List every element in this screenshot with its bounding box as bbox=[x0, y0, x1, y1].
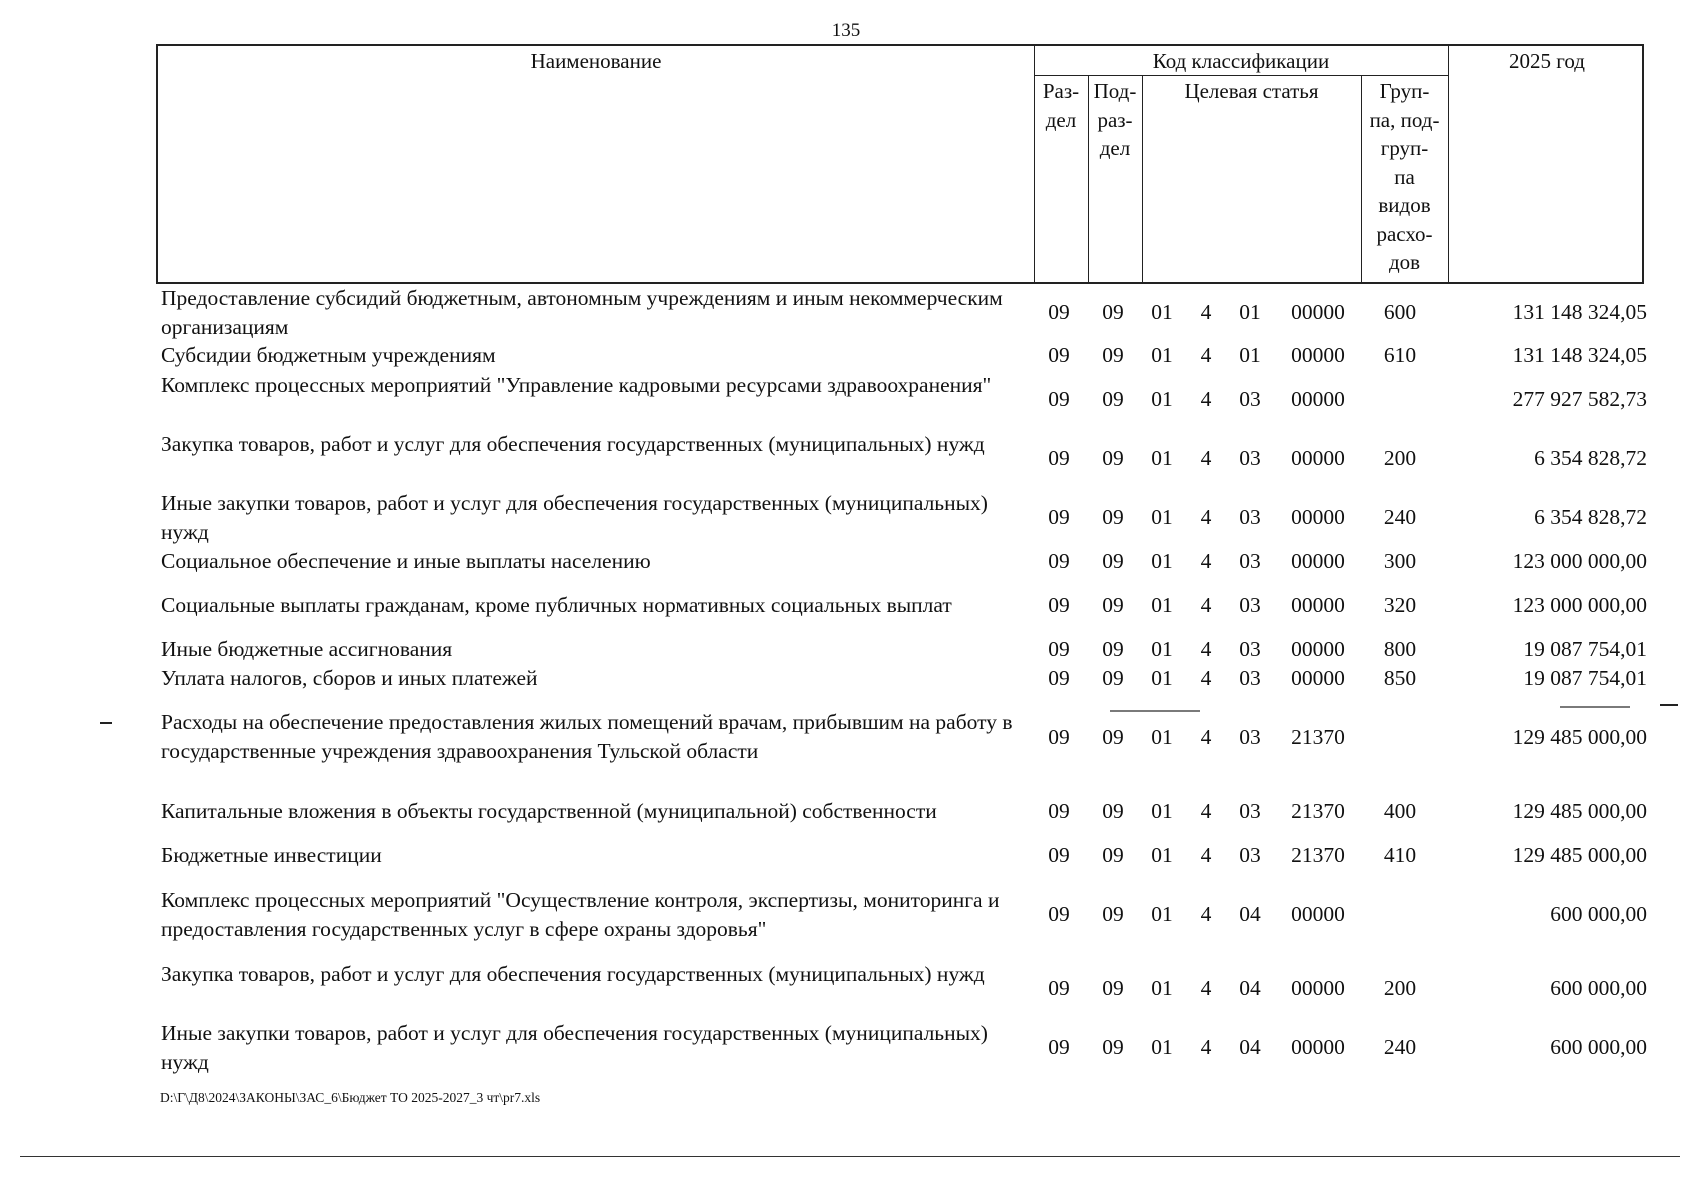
row-podrazdel: 09 bbox=[1102, 637, 1124, 661]
row-target-complex: 04 bbox=[1239, 1035, 1261, 1059]
row-target-type: 4 bbox=[1200, 505, 1212, 529]
row-podrazdel: 09 bbox=[1102, 300, 1124, 324]
row-razdel: 09 bbox=[1048, 505, 1070, 529]
row-target-program: 01 bbox=[1151, 637, 1173, 661]
header-name: Наименование bbox=[530, 49, 662, 73]
row-target-complex: 04 bbox=[1239, 976, 1261, 1000]
row-razdel: 09 bbox=[1048, 637, 1070, 661]
table-row bbox=[0, 1019, 1692, 1077]
row-target-type: 4 bbox=[1200, 902, 1212, 926]
row-target-program: 01 bbox=[1151, 505, 1173, 529]
header-razdel: Раз- дел bbox=[1042, 79, 1080, 132]
bottom-rule bbox=[20, 1156, 1680, 1157]
row-podrazdel: 09 bbox=[1102, 976, 1124, 1000]
table-row bbox=[0, 371, 1692, 429]
row-name: Иные бюджетные ассигнования bbox=[161, 637, 453, 661]
row-amount: 19 087 754,01 bbox=[1523, 666, 1647, 690]
row-target-type: 4 bbox=[1200, 976, 1212, 1000]
row-razdel: 09 bbox=[1048, 300, 1070, 324]
table-row bbox=[0, 341, 1692, 371]
table-row bbox=[0, 547, 1692, 577]
row-target-complex: 01 bbox=[1239, 343, 1261, 367]
row-amount: 129 485 000,00 bbox=[1512, 725, 1647, 749]
row-amount: 6 354 828,72 bbox=[1534, 505, 1647, 529]
row-expense-group: 200 bbox=[1383, 976, 1417, 1000]
row-target-program: 01 bbox=[1151, 343, 1173, 367]
row-target-type: 4 bbox=[1200, 637, 1212, 661]
table-row bbox=[0, 591, 1692, 621]
row-razdel: 09 bbox=[1048, 343, 1070, 367]
row-name: Капитальные вложения в объекты государственной (муниципальной) собственности bbox=[161, 799, 937, 823]
row-podrazdel: 09 bbox=[1102, 343, 1124, 367]
row-amount: 131 148 324,05 bbox=[1512, 343, 1647, 367]
row-name: Социальные выплаты гражданам, кроме публичных нормативных социальных выплат bbox=[161, 593, 952, 617]
row-target-type: 4 bbox=[1200, 725, 1212, 749]
row-podrazdel: 09 bbox=[1102, 549, 1124, 573]
row-target-complex: 03 bbox=[1239, 387, 1261, 411]
row-target-type: 4 bbox=[1200, 1035, 1212, 1059]
row-target-direction: 00000 bbox=[1291, 593, 1345, 617]
row-target-direction: 21370 bbox=[1291, 725, 1345, 749]
row-target-direction: 00000 bbox=[1291, 1035, 1345, 1059]
row-target-direction: 00000 bbox=[1291, 666, 1345, 690]
row-name: Бюджетные инвестиции bbox=[161, 843, 382, 867]
row-target-complex: 03 bbox=[1239, 666, 1261, 690]
row-target-type: 4 bbox=[1200, 666, 1212, 690]
header-target-article: Целевая статья bbox=[1184, 79, 1319, 103]
row-target-direction: 21370 bbox=[1291, 799, 1345, 823]
row-target-type: 4 bbox=[1200, 593, 1212, 617]
row-name: Субсидии бюджетным учреждениям bbox=[161, 343, 496, 367]
table-row bbox=[0, 635, 1692, 665]
row-target-direction: 00000 bbox=[1291, 902, 1345, 926]
file-path-footer: D:\Г\Д8\2024\ЗАКОНЫ\ЗАС_6\Бюджет ТО 2025-2027_3 чт\pr7.xls bbox=[160, 1090, 541, 1105]
row-podrazdel: 09 bbox=[1102, 843, 1124, 867]
table-header bbox=[156, 44, 1644, 284]
header-expense-group: Груп- па, под- груп- па видов расхо- дов bbox=[1369, 79, 1440, 274]
row-target-type: 4 bbox=[1200, 343, 1212, 367]
row-expense-group: 300 bbox=[1383, 549, 1417, 573]
row-target-complex: 03 bbox=[1239, 799, 1261, 823]
header-year: 2025 год bbox=[1509, 49, 1585, 73]
row-podrazdel: 09 bbox=[1102, 902, 1124, 926]
row-expense-group: 800 bbox=[1383, 637, 1417, 661]
row-target-complex: 03 bbox=[1239, 725, 1261, 749]
row-podrazdel: 09 bbox=[1102, 505, 1124, 529]
row-name: Комплекс процессных мероприятий "Управление кадровыми ресурсами здравоохранения" bbox=[161, 373, 992, 397]
row-amount: 123 000 000,00 bbox=[1512, 593, 1647, 617]
row-name: Комплекс процессных мероприятий "Осуществление контроля, экспертизы, мониторинга и предоставления государственных услуг в сфере охраны здоровья" bbox=[161, 888, 1000, 941]
row-name: Расходы на обеспечение предоставления жилых помещений врачам, прибывшим на работу в государственные учреждения здравоохранения Тульской области bbox=[161, 710, 1013, 763]
row-razdel: 09 bbox=[1048, 446, 1070, 470]
row-target-direction: 00000 bbox=[1291, 637, 1345, 661]
row-target-program: 01 bbox=[1151, 725, 1173, 749]
row-name: Социальное обеспечение и иные выплаты населению bbox=[161, 549, 651, 573]
row-expense-group: 610 bbox=[1383, 343, 1417, 367]
row-target-direction: 00000 bbox=[1291, 387, 1345, 411]
row-expense-group: 200 bbox=[1383, 446, 1417, 470]
row-target-type: 4 bbox=[1200, 446, 1212, 470]
table-row bbox=[0, 960, 1692, 1018]
row-razdel: 09 bbox=[1048, 799, 1070, 823]
row-target-program: 01 bbox=[1151, 446, 1173, 470]
row-name: Закупка товаров, работ и услуг для обеспечения государственных (муниципальных) нужд bbox=[161, 432, 985, 456]
row-target-complex: 03 bbox=[1239, 446, 1261, 470]
row-target-program: 01 bbox=[1151, 666, 1173, 690]
table-row bbox=[0, 886, 1692, 944]
row-amount: 600 000,00 bbox=[1550, 1035, 1647, 1059]
row-amount: 19 087 754,01 bbox=[1523, 637, 1647, 661]
row-target-program: 01 bbox=[1151, 799, 1173, 823]
row-target-program: 01 bbox=[1151, 902, 1173, 926]
row-target-complex: 01 bbox=[1239, 300, 1261, 324]
row-target-complex: 03 bbox=[1239, 593, 1261, 617]
row-razdel: 09 bbox=[1048, 902, 1070, 926]
row-target-direction: 00000 bbox=[1291, 976, 1345, 1000]
table-row bbox=[0, 489, 1692, 547]
page-number: 135 bbox=[831, 20, 861, 41]
row-target-complex: 03 bbox=[1239, 843, 1261, 867]
row-razdel: 09 bbox=[1048, 666, 1070, 690]
row-expense-group: 850 bbox=[1383, 666, 1417, 690]
row-target-direction: 00000 bbox=[1291, 300, 1345, 324]
row-target-program: 01 bbox=[1151, 976, 1173, 1000]
row-expense-group: 240 bbox=[1383, 505, 1417, 529]
row-name: Закупка товаров, работ и услуг для обеспечения государственных (муниципальных) нужд bbox=[161, 962, 985, 986]
row-target-complex: 03 bbox=[1239, 637, 1261, 661]
row-target-program: 01 bbox=[1151, 1035, 1173, 1059]
row-target-direction: 00000 bbox=[1291, 505, 1345, 529]
table-row bbox=[0, 664, 1692, 694]
row-amount: 277 927 582,73 bbox=[1512, 387, 1647, 411]
row-amount: 6 354 828,72 bbox=[1534, 446, 1647, 470]
row-expense-group: 600 bbox=[1383, 300, 1417, 324]
row-target-type: 4 bbox=[1200, 387, 1212, 411]
row-target-program: 01 bbox=[1151, 549, 1173, 573]
row-razdel: 09 bbox=[1048, 843, 1070, 867]
row-target-direction: 21370 bbox=[1291, 843, 1345, 867]
row-target-type: 4 bbox=[1200, 843, 1212, 867]
row-name: Иные закупки товаров, работ и услуг для обеспечения государственных (муниципальных) нужд bbox=[161, 1021, 988, 1074]
header-classification-code: Код классификации bbox=[1152, 49, 1330, 73]
row-target-direction: 00000 bbox=[1291, 343, 1345, 367]
row-amount: 600 000,00 bbox=[1550, 976, 1647, 1000]
row-podrazdel: 09 bbox=[1102, 593, 1124, 617]
row-podrazdel: 09 bbox=[1102, 446, 1124, 470]
row-target-type: 4 bbox=[1200, 799, 1212, 823]
row-expense-group: 400 bbox=[1383, 799, 1417, 823]
row-target-direction: 00000 bbox=[1291, 446, 1345, 470]
row-name: Уплата налогов, сборов и иных платежей bbox=[161, 666, 538, 690]
row-target-program: 01 bbox=[1151, 593, 1173, 617]
row-amount: 123 000 000,00 bbox=[1512, 549, 1647, 573]
row-amount: 131 148 324,05 bbox=[1512, 300, 1647, 324]
row-amount: 129 485 000,00 bbox=[1512, 843, 1647, 867]
row-target-type: 4 bbox=[1200, 300, 1212, 324]
table-row bbox=[0, 284, 1692, 341]
row-podrazdel: 09 bbox=[1102, 799, 1124, 823]
table-row bbox=[0, 797, 1692, 827]
row-target-complex: 04 bbox=[1239, 902, 1261, 926]
scan-mark bbox=[1110, 710, 1200, 712]
row-razdel: 09 bbox=[1048, 593, 1070, 617]
row-podrazdel: 09 bbox=[1102, 725, 1124, 749]
row-target-program: 01 bbox=[1151, 843, 1173, 867]
row-razdel: 09 bbox=[1048, 976, 1070, 1000]
row-amount: 600 000,00 bbox=[1550, 902, 1647, 926]
row-expense-group: 410 bbox=[1383, 843, 1417, 867]
scan-mark bbox=[1660, 704, 1678, 706]
table-row bbox=[0, 841, 1692, 871]
header-podrazdel: Под- раз- дел bbox=[1093, 79, 1137, 160]
scan-mark bbox=[100, 722, 112, 724]
row-target-type: 4 bbox=[1200, 549, 1212, 573]
row-razdel: 09 bbox=[1048, 387, 1070, 411]
row-name: Предоставление субсидий бюджетным, автономным учреждениям и иным некоммерческим организациям bbox=[161, 286, 1003, 339]
row-podrazdel: 09 bbox=[1102, 666, 1124, 690]
row-target-complex: 03 bbox=[1239, 505, 1261, 529]
row-target-complex: 03 bbox=[1239, 549, 1261, 573]
row-razdel: 09 bbox=[1048, 549, 1070, 573]
row-expense-group: 320 bbox=[1383, 593, 1417, 617]
row-name: Иные закупки товаров, работ и услуг для обеспечения государственных (муниципальных) нужд bbox=[161, 491, 988, 544]
scan-mark bbox=[1560, 706, 1630, 708]
row-amount: 129 485 000,00 bbox=[1512, 799, 1647, 823]
row-razdel: 09 bbox=[1048, 725, 1070, 749]
row-target-direction: 00000 bbox=[1291, 549, 1345, 573]
row-podrazdel: 09 bbox=[1102, 1035, 1124, 1059]
table-row bbox=[0, 708, 1692, 768]
row-target-program: 01 bbox=[1151, 387, 1173, 411]
row-target-program: 01 bbox=[1151, 300, 1173, 324]
row-podrazdel: 09 bbox=[1102, 387, 1124, 411]
row-razdel: 09 bbox=[1048, 1035, 1070, 1059]
row-expense-group: 240 bbox=[1383, 1035, 1417, 1059]
table-row bbox=[0, 430, 1692, 488]
